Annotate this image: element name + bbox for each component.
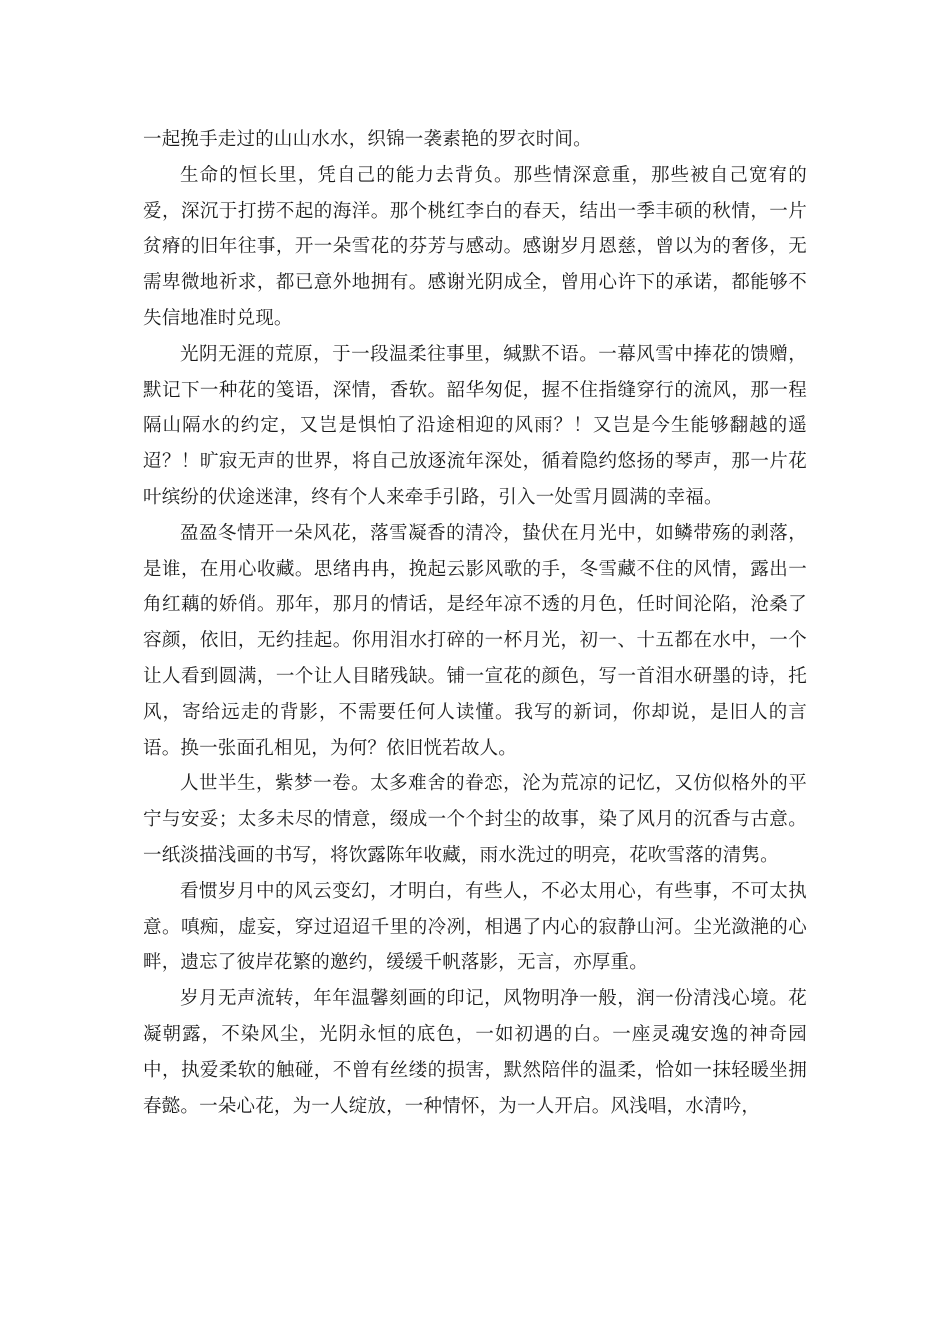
paragraph: 盈盈冬情开一朵风花，落雪凝香的清冷，蛰伏在月光中，如鳞带殇的剥落，是谁，在用心收藏。思绪冉冉，挽起云影风歌的手，冬雪藏不住的风情，露出一角红藕的娇俏。那年，那月的情话，是经年凉不透的月色，任时间沦陷，沧桑了容颜，依旧，无约挂起。你用泪水打碎的一杯月光，初一、十五都在水中，一个让人看到圆满，一个让人目睹残缺。铺一宣花的颜色，写一首泪水研墨的诗，托风，寄给远走的背影，不需要任何人读懂。我写的新词，你却说，是旧人的言语。换一张面孔相见，为何？依旧恍若故人。 [143,522,807,759]
document-body [143,122,807,1124]
paragraph: 看惯岁月中的风云变幻，才明白，有些人，不必太用心，有些事，不可太执意。嗔痴，虚妄，穿过迢迢千里的冷冽，相遇了内心的寂静山河。尘光潋滟的心畔，遗忘了彼岸花繁的邀约，缓缓千帆落影，无言，亦厚重。 [143,880,807,974]
paragraph: 人世半生，紫梦一卷。太多难舍的眷恋，沦为荒凉的记忆，又仿似格外的平宁与安妥；太多未尽的情意，缀成一个个封尘的故事，染了风月的沉香与古意。一纸淡描浅画的书写，将饮露陈年收藏，雨水洗过的明亮，花吹雪落的清隽。 [143,773,807,866]
paragraph: 光阴无涯的荒原，于一段温柔往事里，缄默不语。一幕风雪中捧花的馈赠，默记下一种花的笺语，深情，香软。韶华匆促，握不住指缝穿行的流风，那一程隔山隔水的约定，又岂是惧怕了沿途相迎的风雨？！又岂是今生能够翻越的遥迢？！旷寂无声的世界，将自己放逐流年深处，循着隐约悠扬的琴声，那一片花叶缤纷的伏途迷津，终有个人来牵手引路，引入一处雪月圆满的幸福。 [143,343,807,508]
paragraph: 生命的恒长里，凭自己的能力去背负。那些情深意重，那些被自己宽宥的爱，深沉于打捞不起的海洋。那个桃红李白的春天，结出一季丰硕的秋情，一片贫瘠的旧年往事，开一朵雪花的芬芳与感动。感谢岁月恩慈，曾以为的奢侈，无需卑微地祈求，都已意外地拥有。感谢光阴成全，曾用心许下的承诺，都能够不失信地准时兑现。 [143,164,807,329]
paragraph: 岁月无声流转，年年温馨刻画的印记，风物明净一般，润一份清浅心境。花凝朝露，不染风尘，光阴永恒的底色，一如初遇的白。一座灵魂安逸的神奇园中，执爱柔软的触碰，不曾有丝缕的损害，默然陪伴的温柔，恰如一抹轻暖坐拥春懿。一朵心花，为一人绽放，一种情怀，为一人开启。风浅唱，水清吟， [143,988,807,1117]
paragraph-continuation: 一起挽手走过的山山水水，织锦一袭素艳的罗衣时间。 [143,129,592,150]
